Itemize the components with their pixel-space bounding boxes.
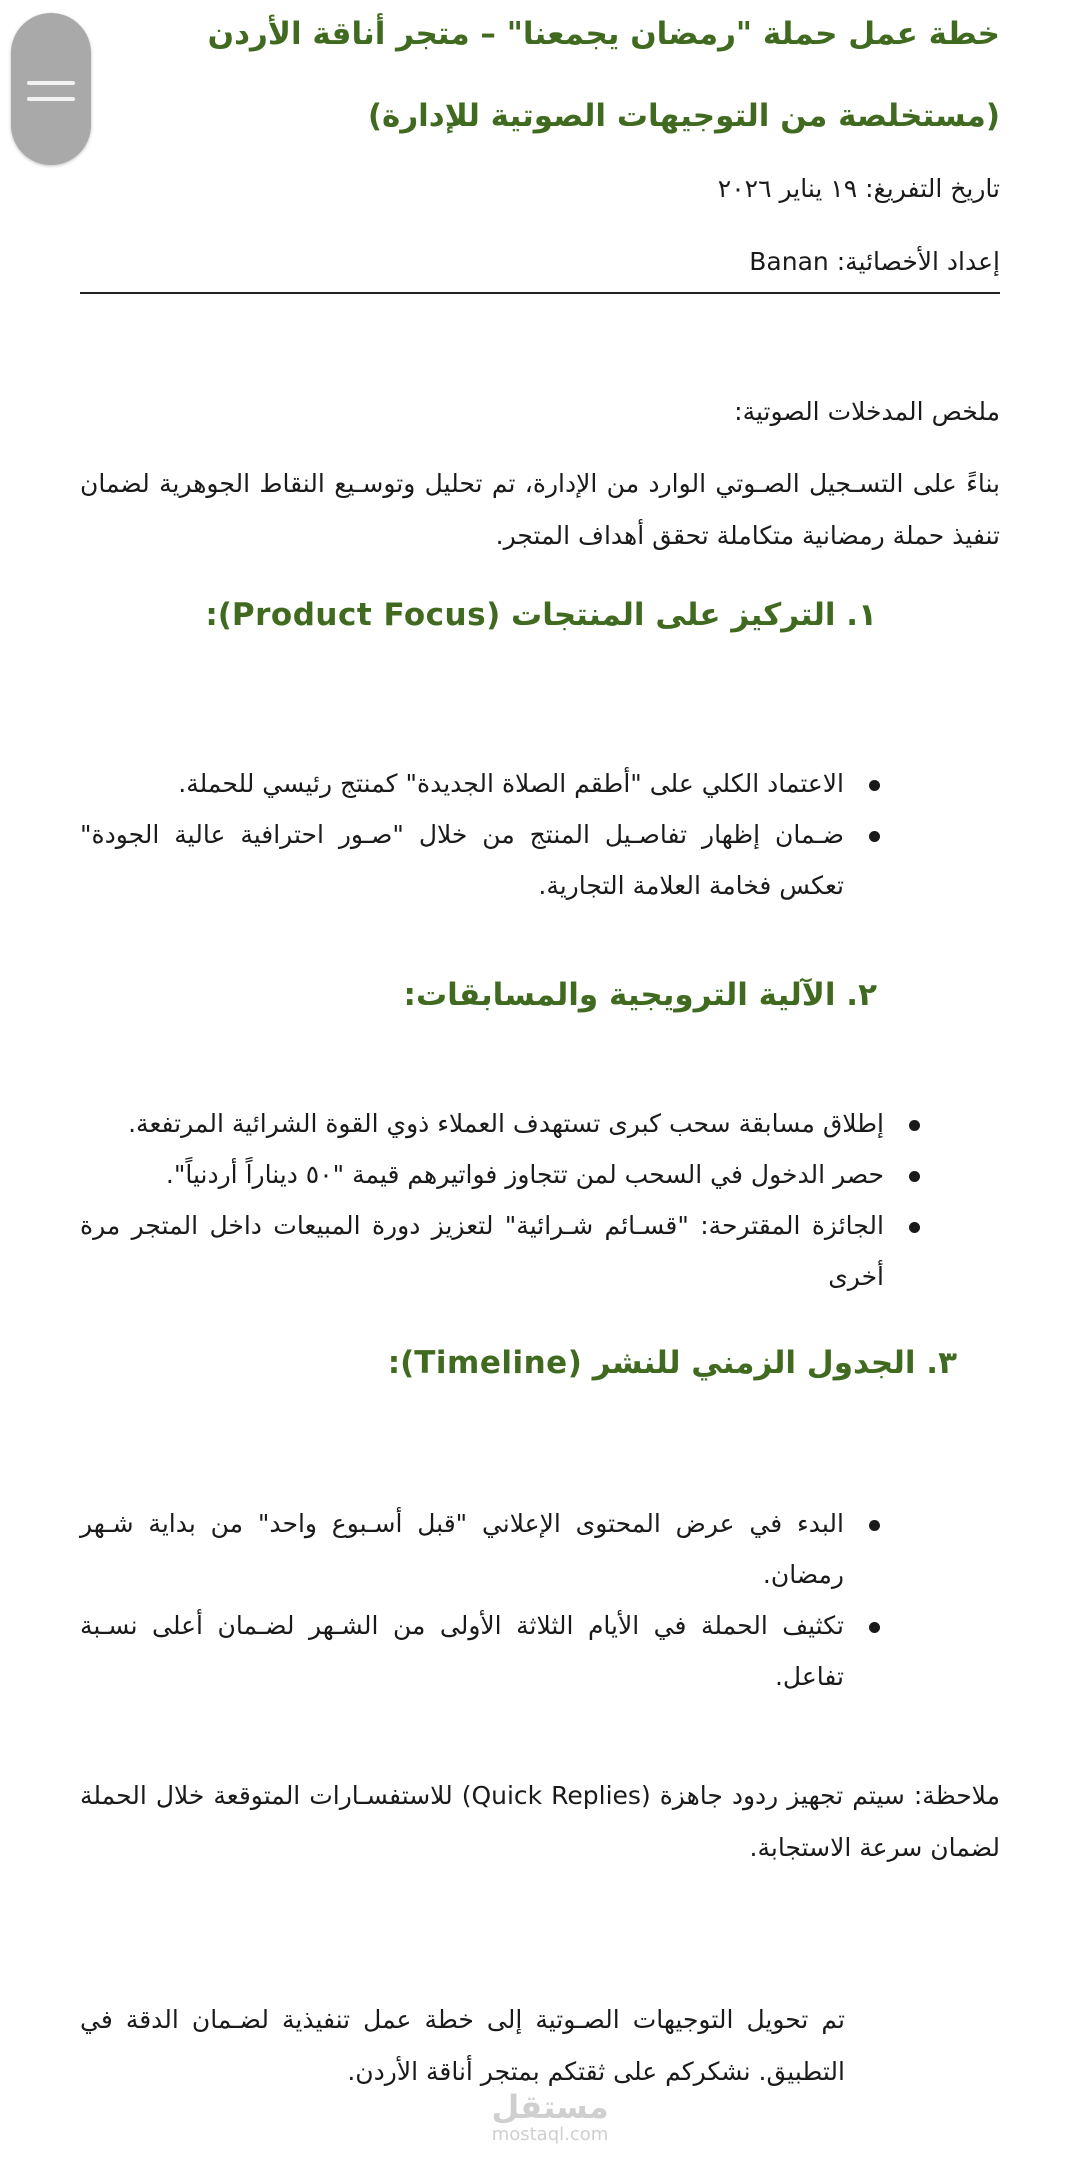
menu-handle-button[interactable] (11, 13, 91, 165)
list-item: إطلاق مسابقة سحب كبرى تستهدف العملاء ذوي القوة الشرائية المرتفعة. (80, 1098, 924, 1149)
author-line: إعداد الأخصائية: Banan (749, 247, 1000, 276)
watermark-arabic: مستقل (491, 2088, 609, 2126)
section-1-heading (80, 590, 1000, 640)
note-paragraph: ملاحظة: سيتم تجهيز ردود جاهزة (Quick Replies) للاستفسـارات المتوقعة خلال الحملة لضمان سرعة الاستجابة. (80, 1781, 1000, 1862)
section-2-list (80, 1098, 1000, 1302)
page-subtitle: (مستخلصة من التوجيهات الصوتية للإدارة) (367, 98, 1000, 134)
list-item: البدء في عرض المحتوى الإعلاني "قبل أسـبوع واحد" من بداية شـهر رمضان. (80, 1498, 884, 1600)
summary-paragraph: بناءً على التسـجيل الصـوتي الوارد من الإدارة، تم تحليل وتوسـيع النقاط الجوهرية لضمان تنفيذ حملة رمضانية متكاملة تحقق أهداف المتجر. (80, 469, 1000, 550)
section-3-title-en: (Timeline): (387, 1345, 582, 1381)
page-title: خطة عمل حملة "رمضان يجمعنا" – متجر أناقة الأردن (207, 16, 1000, 52)
section-2-number: ٢. (846, 977, 877, 1013)
section-2-title: الآلية الترويجية والمسابقات: (403, 977, 836, 1013)
section-1-title: التركيز على المنتجات (511, 597, 836, 633)
summary-heading: ملخص المدخلات الصوتية: (734, 397, 1000, 426)
list-item: الاعتماد الكلي على "أطقم الصلاة الجديدة" كمنتج رئيسي للحملة. (80, 758, 884, 809)
list-item: ضـمان إظهار تفاصـيل المنتج من خلال "صـور احترافية عالية الجودة" تعكس فخامة العلامة التجارية. (80, 809, 884, 911)
section-3-list (80, 1498, 1000, 1702)
watermark-logo (470, 2090, 630, 2146)
list-item: الجائزة المقترحة: "قسـائم شـرائية" لتعزيز دورة المبيعات داخل المتجر مرة أخرى (80, 1200, 924, 1302)
section-1-title-en: (Product Focus): (205, 597, 501, 633)
section-3-title: الجدول الزمني للنشر (592, 1345, 916, 1381)
section-2-heading (80, 970, 1000, 1020)
closing-paragraph: تم تحويل التوجيهات الصـوتية إلى خطة عمل تنفيذية لضـمان الدقة في التطبيق. نشكركم على ثقتكم بمتجر أناقة الأردن. (80, 2005, 845, 2086)
section-3-number: ٣. (926, 1345, 957, 1381)
transcription-date: تاريخ التفريغ: ١٩ يناير ٢٠٢٦ (717, 174, 1000, 203)
list-item: تكثيف الحملة في الأيام الثلاثة الأولى من الشـهر لضـمان أعلى نسـبة تفاعل. (80, 1600, 884, 1702)
section-1-list (80, 758, 1000, 911)
menu-icon-line-bottom (27, 97, 75, 101)
list-item: حصر الدخول في السحب لمن تتجاوز فواتيرهم قيمة "٥٠ ديناراً أردنياً". (80, 1149, 924, 1200)
section-3-heading (80, 1338, 1000, 1388)
header-divider (80, 292, 1000, 294)
section-1-number: ١. (846, 597, 877, 633)
menu-icon-line-top (27, 81, 75, 85)
watermark-latin: mostaql.com (491, 2124, 609, 2145)
